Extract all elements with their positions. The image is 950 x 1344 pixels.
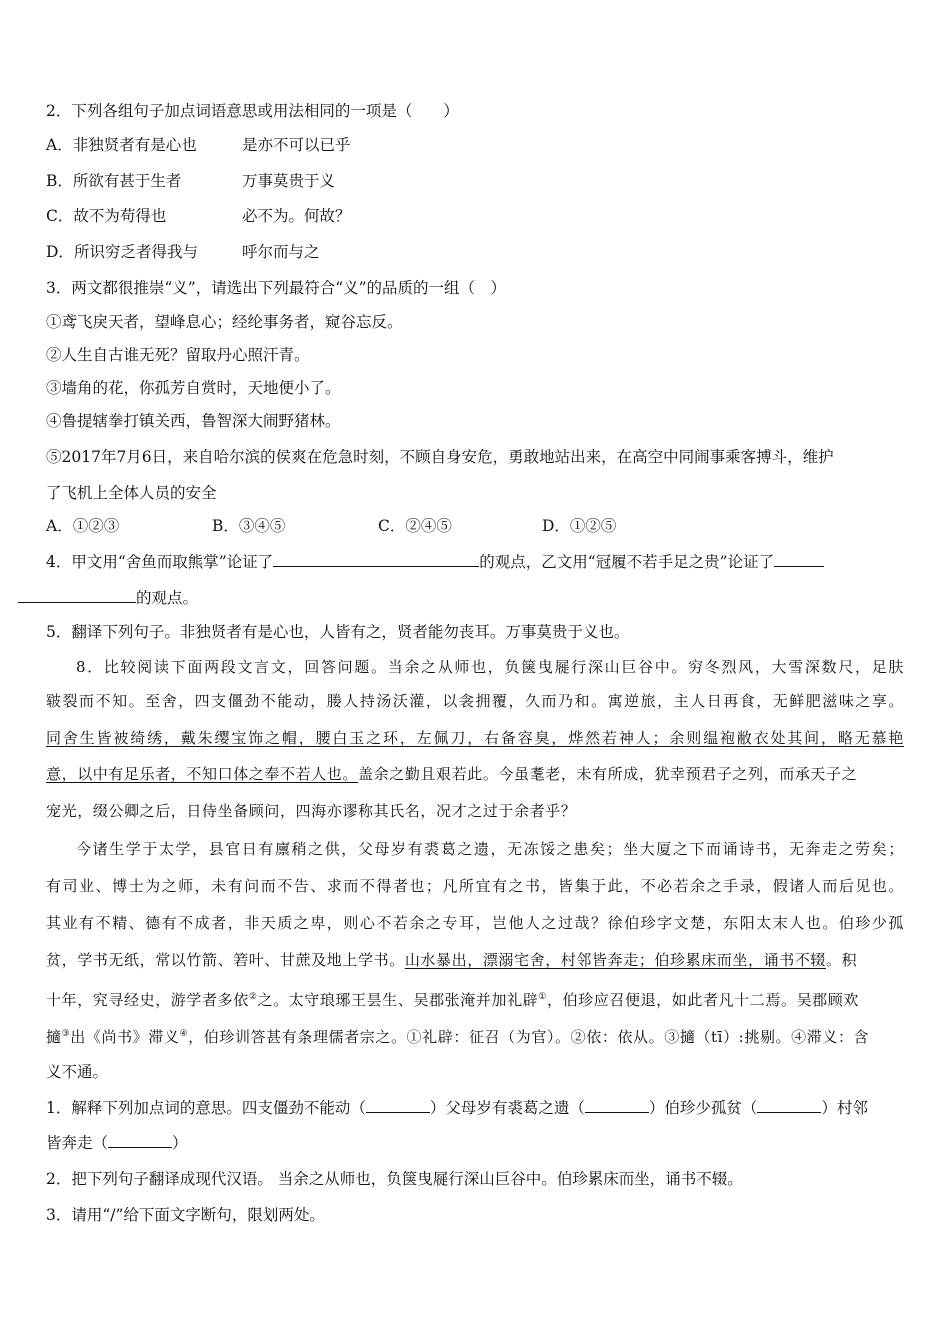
q8-line4: 意，以中有足乐者，不知口体之奉不若人也。盖余之勤且艰若此。今虽耄老，未有所成，犹幸预君子之列，而承天子之 — [46, 765, 858, 783]
sub1-line2: 皆奔走（ ） — [46, 1131, 188, 1154]
q3-item-5-line2: 了飞机上全体人员的安全 — [46, 484, 217, 502]
footnote-marker: ③ — [61, 1029, 71, 1039]
answer-blank[interactable] — [273, 550, 479, 567]
q3-choice-c: C．②④⑤ — [378, 517, 452, 535]
answer-blank[interactable] — [18, 586, 136, 603]
q3-item-3: ③墙角的花，你孤芳自赏时，天地便小了。 — [46, 379, 341, 397]
q4-line1: 4．甲文用“舍鱼而取熊掌”论证了 的观点，乙文用“冠履不若手足之贵”论证了 — [46, 550, 824, 573]
q8-line3-underlined: 同舍生皆被绮绣，戴朱缨宝饰之帽，腰白玉之环，左佩刀，右备容臭，烨然若神人；余则缊袍敝衣处其间，略无慕艳 — [46, 729, 904, 747]
answer-blank[interactable] — [108, 1131, 172, 1148]
answer-blank[interactable] — [774, 550, 824, 567]
q8-line5: 宠光，缀公卿之后，日侍坐备顾问，四海亦谬称其氏名，况才之过于余者乎？ — [46, 802, 577, 820]
q8-line1: 8．比较阅读下面两段文言文，回答问题。当余之从师也，负箧曳屣行深山巨谷中。穷冬烈风，大雪深数尺，足肤 — [76, 658, 904, 676]
q8-p2-line5: 十年，究寻经史，游学者多依②之。太守琅琊王昙生、吴郡张淹并加礼辟①，伯珍应召便退，如此者凡十二焉。吴郡顾欢 — [46, 991, 859, 1009]
q3-item-4: ④鲁提辖拳打镇关西，鲁智深大闹野猪林。 — [46, 412, 341, 430]
sub3-line: 3．请用“/”给下面文字断句，限划两处。 — [46, 1206, 325, 1224]
answer-blank[interactable] — [757, 1096, 821, 1113]
footnote-marker: ② — [248, 992, 258, 1002]
sub2-line: 2．把下列句子翻译成现代汉语。 当余之从师也，负箧曳屣行深山巨谷中。伯珍累床而坐，诵书不辍。 — [46, 1170, 743, 1188]
q3-item-1: ①鸢飞戾天者，望峰息心；经纶事务者，窥谷忘反。 — [46, 313, 403, 331]
q8-line2: 皲裂而不知。至舍，四支僵劲不能动，媵人持汤沃灌，以衾拥覆，久而乃和。寓逆旅，主人日再食，无鲜肥滋味之享。 — [46, 692, 904, 710]
q2-option-d: D．所识穷乏者得我与 呼尔而与之 — [46, 243, 320, 261]
q8-p2-line7: 义不通。 — [46, 1063, 109, 1081]
answer-blank[interactable] — [585, 1096, 649, 1113]
q2-option-a: A．非独贤者有是心也 是亦不可以已乎 — [46, 136, 351, 154]
q3-stem: 3．两文都很推崇“义”，请选出下列最符合“义”的品质的一组（ ） — [46, 279, 507, 297]
footnote-marker: ① — [538, 992, 547, 1002]
q3-item-5-line1: ⑤2017年7月6日，来自哈尔滨的侯爽在危急时刻，不顾自身安危，勇敢地站出来，在高空中同闹事乘客搏斗，维护 — [46, 448, 834, 466]
sub1-line1: 1．解释下列加点词的意思。四支僵劲不能动（ ）父母岁有裘葛之遗（ ）伯珍少孤贫（ ）村邻 — [46, 1096, 868, 1119]
q2-stem: 2．下列各组句子加点词语意思或用法相同的一项是（ ） — [46, 102, 459, 120]
q4-line2: 的观点。 — [18, 586, 198, 609]
q3-item-2: ②人生自古谁无死？留取丹心照汗青。 — [46, 346, 310, 364]
q8-p2-line1: 今诸生学于太学，县官日有廪稍之供，父母岁有裘葛之遗，无冻馁之患矣；坐大厦之下而诵诗书，无奔走之劳矣； — [76, 840, 904, 858]
q8-p2-line3: 其业有不精、德有不成者，非天质之卑，则心不若余之专耳，岂他人之过哉？徐伯珍字文楚，东阳太末人也。伯珍少孤 — [46, 914, 904, 932]
footnote-marker: ④ — [179, 1029, 189, 1039]
q8-p2-line2: 有司业、博士为之师，未有问而不告、求而不得者也；凡所宜有之书，皆集于此，不必若余之手录，假诸人而后见也。 — [46, 877, 904, 895]
q3-choice-a: A．①②③ — [46, 517, 120, 535]
q3-choice-d: D．①②⑤ — [542, 517, 617, 535]
q2-option-b: B．所欲有甚于生者 万事莫贵于义 — [46, 172, 336, 190]
q8-p2-line6: 擿③出《尚书》滞义④，伯珍训答甚有条理儒者宗之。①礼辟：征召（为官）。②依：依从。③擿（tī）:挑剔。④滞义：含 — [46, 1028, 870, 1046]
answer-blank[interactable] — [366, 1096, 430, 1113]
q3-choice-b: B．③④⑤ — [212, 517, 286, 535]
q2-option-c: C．故不为苟得也 必不为。何故？ — [46, 207, 351, 225]
q8-p2-line4: 贫，学书无纸，常以竹箭、箬叶、甘蔗及地上学书。山水暴出，漂溺宅舍，村邻皆奔走；伯珍累床而坐，诵书不辍。积 — [46, 951, 858, 969]
q5-line: 5．翻译下列句子。非独贤者有是心也，人皆有之，贤者能勿丧耳。万事莫贵于义也。 — [46, 623, 630, 641]
